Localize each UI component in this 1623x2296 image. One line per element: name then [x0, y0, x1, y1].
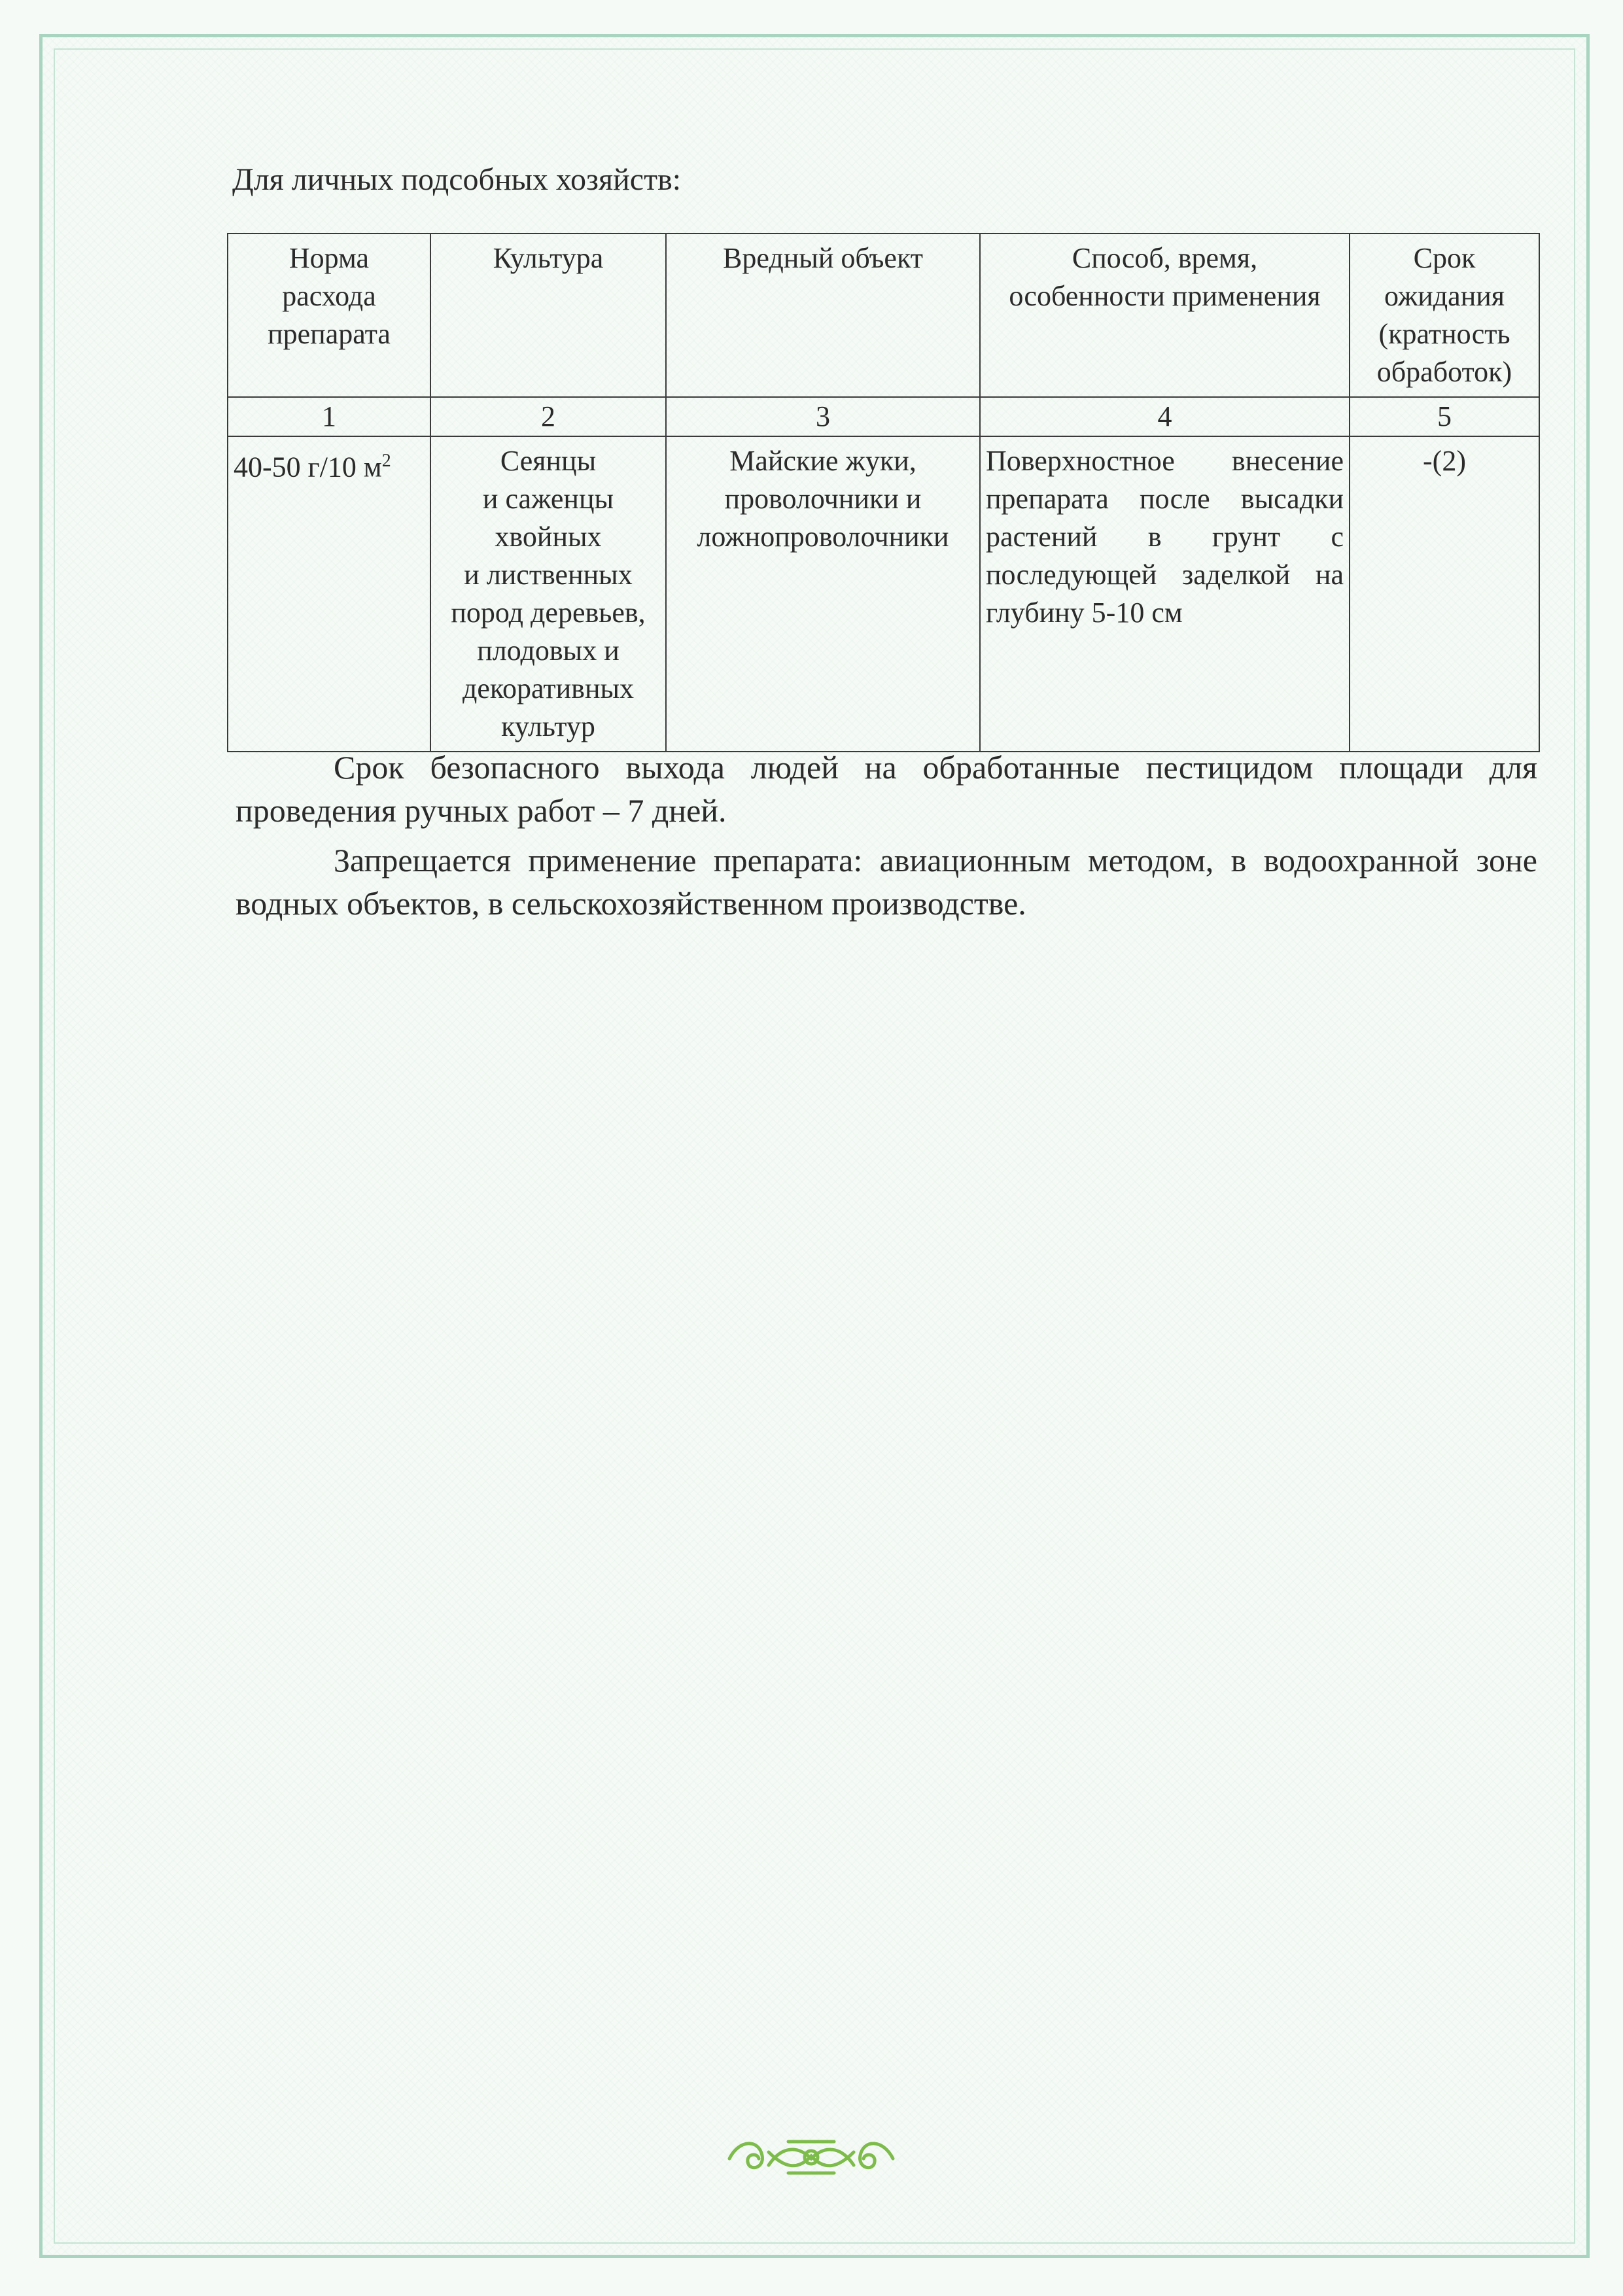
column-number: 2	[430, 397, 666, 436]
column-number: 4	[980, 397, 1350, 436]
cell-crop: Сеянцы и саженцы хвойных и лиственных пород деревьев, плодовых и декоративных культур	[430, 436, 666, 752]
column-number: 3	[666, 397, 980, 436]
rate-superscript: 2	[381, 451, 391, 471]
restrictions-paragraph: Запрещается применение препарата: авиационным методом, в водоохранной зоне водных объектов, в сельскохозяйственном производстве.	[236, 842, 1537, 922]
header-crop: Культура	[430, 234, 666, 397]
usage-table	[227, 233, 1540, 752]
table-row	[228, 436, 1539, 752]
column-number: 5	[1350, 397, 1539, 436]
rate-value: 40-50 г/10 м	[234, 451, 382, 483]
table-header-row	[228, 234, 1539, 397]
column-number: 1	[228, 397, 430, 436]
header-rate: Норма расхода препарата	[228, 234, 430, 397]
cell-rate	[228, 436, 430, 752]
cell-pest: Майские жуки, проволочники и ложнопроволочники	[666, 436, 980, 752]
ornament-icon	[723, 2132, 899, 2181]
safe-exit-paragraph: Срок безопасного выхода людей на обработанные пестицидом площади для проведения ручных работ – 7 дней.	[236, 749, 1537, 829]
header-method: Способ, время, особенности применения	[980, 234, 1350, 397]
cell-waiting: -(2)	[1350, 436, 1539, 752]
table-column-numbers-row	[228, 397, 1539, 436]
header-pest: Вредный объект	[666, 234, 980, 397]
section-heading: Для личных подсобных хозяйств:	[232, 162, 682, 197]
header-waiting: Срок ожидания (кратность обработок)	[1350, 234, 1539, 397]
cell-method: Поверхностное внесение препарата после высадки растений в грунт с последующей заделкой на глубину 5-10 см	[980, 436, 1350, 752]
